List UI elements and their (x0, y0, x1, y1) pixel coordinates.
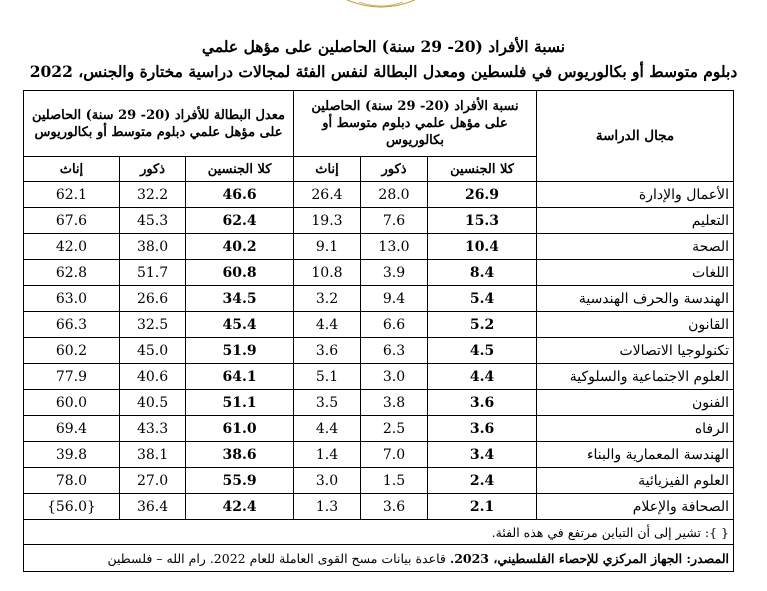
share-females-value: 4.4 (293, 416, 360, 442)
unemp-both-value: 51.9 (186, 338, 294, 364)
unemp-males-value: 38.1 (119, 442, 185, 468)
share-males-value: 9.4 (361, 286, 428, 312)
share-both-value: 2.4 (428, 468, 537, 494)
table-row (24, 416, 734, 442)
unemp-males-value: 38.0 (119, 234, 185, 260)
header-unemp-females: إناث (24, 157, 120, 182)
note-row (24, 520, 734, 545)
unemp-both-value: 62.4 (186, 208, 294, 234)
share-males-value: 7.6 (361, 208, 428, 234)
unemp-females-value: 60.0 (24, 390, 120, 416)
share-males-value: 3.8 (361, 390, 428, 416)
unemp-females-value: 69.4 (24, 416, 120, 442)
unemp-females-value: 63.0 (24, 286, 120, 312)
table-row (24, 364, 734, 390)
table-row (24, 312, 734, 338)
unemp-males-value: 45.3 (119, 208, 185, 234)
unemp-males-value: 43.3 (119, 416, 185, 442)
unemp-females-value: 42.0 (24, 234, 120, 260)
share-females-value: 1.4 (293, 442, 360, 468)
field-name: اللغات (537, 260, 734, 286)
table-row (24, 286, 734, 312)
pcbs-logo-fragment (345, 0, 417, 10)
source-row (24, 545, 734, 572)
field-name: الصحة (537, 234, 734, 260)
table-row (24, 182, 734, 208)
table-row (24, 494, 734, 520)
share-females-value: 3.5 (293, 390, 360, 416)
share-females-value: 3.2 (293, 286, 360, 312)
source-text: قاعدة بيانات مسح القوى العاملة للعام 2022. رام الله – فلسطين (107, 550, 446, 566)
unemp-both-value: 55.9 (186, 468, 294, 494)
table-row (24, 234, 734, 260)
header-field-of-study: مجال الدراسة (537, 91, 734, 182)
header-unemployment-group: معدل البطالة للأفراد (20- 29 سنة) الحاصلين على مؤهل علمي دبلوم متوسط أو بكالوريوس (24, 91, 294, 157)
header-share-both-sexes: كلا الجنسين (428, 157, 537, 182)
share-males-value: 3.6 (361, 494, 428, 520)
share-females-value: 19.3 (293, 208, 360, 234)
unemp-both-value: 60.8 (186, 260, 294, 286)
field-name: القانون (537, 312, 734, 338)
share-both-value: 3.6 (428, 416, 537, 442)
share-males-value: 7.0 (361, 442, 428, 468)
unemp-both-value: 46.6 (186, 182, 294, 208)
share-females-value: 10.8 (293, 260, 360, 286)
field-name: تكنولوجيا الاتصالات (537, 338, 734, 364)
table-row (24, 442, 734, 468)
statistics-table (23, 90, 734, 572)
share-males-value: 6.3 (361, 338, 428, 364)
unemp-females-value: 77.9 (24, 364, 120, 390)
unemp-males-value: 40.5 (119, 390, 185, 416)
unemp-females-value: 66.3 (24, 312, 120, 338)
unemp-females-value: 62.1 (24, 182, 120, 208)
unemp-both-value: 42.4 (186, 494, 294, 520)
unemp-females-value: 67.6 (24, 208, 120, 234)
table-row (24, 390, 734, 416)
share-both-value: 4.4 (428, 364, 537, 390)
share-males-value: 13.0 (361, 234, 428, 260)
share-males-value: 6.6 (361, 312, 428, 338)
share-males-value: 2.5 (361, 416, 428, 442)
share-males-value: 1.5 (361, 468, 428, 494)
unemp-males-value: 26.6 (119, 286, 185, 312)
unemp-males-value: 27.0 (119, 468, 185, 494)
share-females-value: 3.6 (293, 338, 360, 364)
unemp-males-value: 32.2 (119, 182, 185, 208)
share-both-value: 4.5 (428, 338, 537, 364)
field-name: الهندسة المعمارية والبناء (537, 442, 734, 468)
unemp-both-value: 45.4 (186, 312, 294, 338)
field-name: الرفاه (537, 416, 734, 442)
share-males-value: 3.9 (361, 260, 428, 286)
share-both-value: 8.4 (428, 260, 537, 286)
header-share-males: ذكور (361, 157, 428, 182)
share-both-value: 5.2 (428, 312, 537, 338)
share-both-value: 10.4 (428, 234, 537, 260)
unemp-females-value: 62.8 (24, 260, 120, 286)
source-label: المصدر: الجهاز المركزي للإحصاء الفلسطيني، 2023. (449, 550, 729, 566)
unemp-both-value: 38.6 (186, 442, 294, 468)
field-name: الصحافة والإعلام (537, 494, 734, 520)
header-share-group: نسبة الأفراد (20- 29 سنة) الحاصلين على مؤهل علمي دبلوم متوسط أو بكالوريوس (293, 91, 536, 157)
unemp-males-value: 40.6 (119, 364, 185, 390)
table-row (24, 260, 734, 286)
share-females-value: 3.0 (293, 468, 360, 494)
share-females-value: 26.4 (293, 182, 360, 208)
unemp-females-value: 60.2 (24, 338, 120, 364)
table-title-line-1: نسبة الأفراد (20- 29 سنة) الحاصلين على مؤهل علمي (201, 37, 566, 56)
unemp-females-value: 78.0 (24, 468, 120, 494)
variance-note: { }: تشير إلى أن التباين مرتفع في هذه الفئة. (24, 520, 734, 545)
table-row (24, 338, 734, 364)
source-note (24, 545, 734, 572)
unemp-both-value: 64.1 (186, 364, 294, 390)
header-unemp-males: ذكور (119, 157, 185, 182)
table-title-line-2: دبلوم متوسط أو بكالوريوس في فلسطين ومعدل البطالة لنفس الفئة لمجالات دراسية مختارة والجنس، 2022 (29, 62, 738, 81)
table-row (24, 468, 734, 494)
unemp-both-value: 34.5 (186, 286, 294, 312)
share-both-value: 3.4 (428, 442, 537, 468)
header-unemp-both-sexes: كلا الجنسين (186, 157, 294, 182)
share-both-value: 26.9 (428, 182, 537, 208)
share-both-value: 2.1 (428, 494, 537, 520)
share-both-value: 5.4 (428, 286, 537, 312)
share-males-value: 3.0 (361, 364, 428, 390)
share-females-value: 5.1 (293, 364, 360, 390)
unemp-males-value: 36.4 (119, 494, 185, 520)
unemp-males-value: 32.5 (119, 312, 185, 338)
unemp-females-value: 39.8 (24, 442, 120, 468)
share-both-value: 15.3 (428, 208, 537, 234)
share-females-value: 9.1 (293, 234, 360, 260)
unemp-both-value: 61.0 (186, 416, 294, 442)
unemp-males-value: 45.0 (119, 338, 185, 364)
share-males-value: 28.0 (361, 182, 428, 208)
table-row (24, 208, 734, 234)
field-name: الهندسة والحرف الهندسية (537, 286, 734, 312)
share-females-value: 1.3 (293, 494, 360, 520)
share-females-value: 4.4 (293, 312, 360, 338)
field-name: العلوم الفيزيائية (537, 468, 734, 494)
header-share-females: إناث (293, 157, 360, 182)
unemp-females-value: {56.0} (24, 494, 120, 520)
share-both-value: 3.6 (428, 390, 537, 416)
unemp-both-value: 40.2 (186, 234, 294, 260)
field-name: العلوم الاجتماعية والسلوكية (537, 364, 734, 390)
field-name: الفنون (537, 390, 734, 416)
field-name: التعليم (537, 208, 734, 234)
field-name: الأعمال والإدارة (537, 182, 734, 208)
unemp-both-value: 51.1 (186, 390, 294, 416)
unemp-males-value: 51.7 (119, 260, 185, 286)
